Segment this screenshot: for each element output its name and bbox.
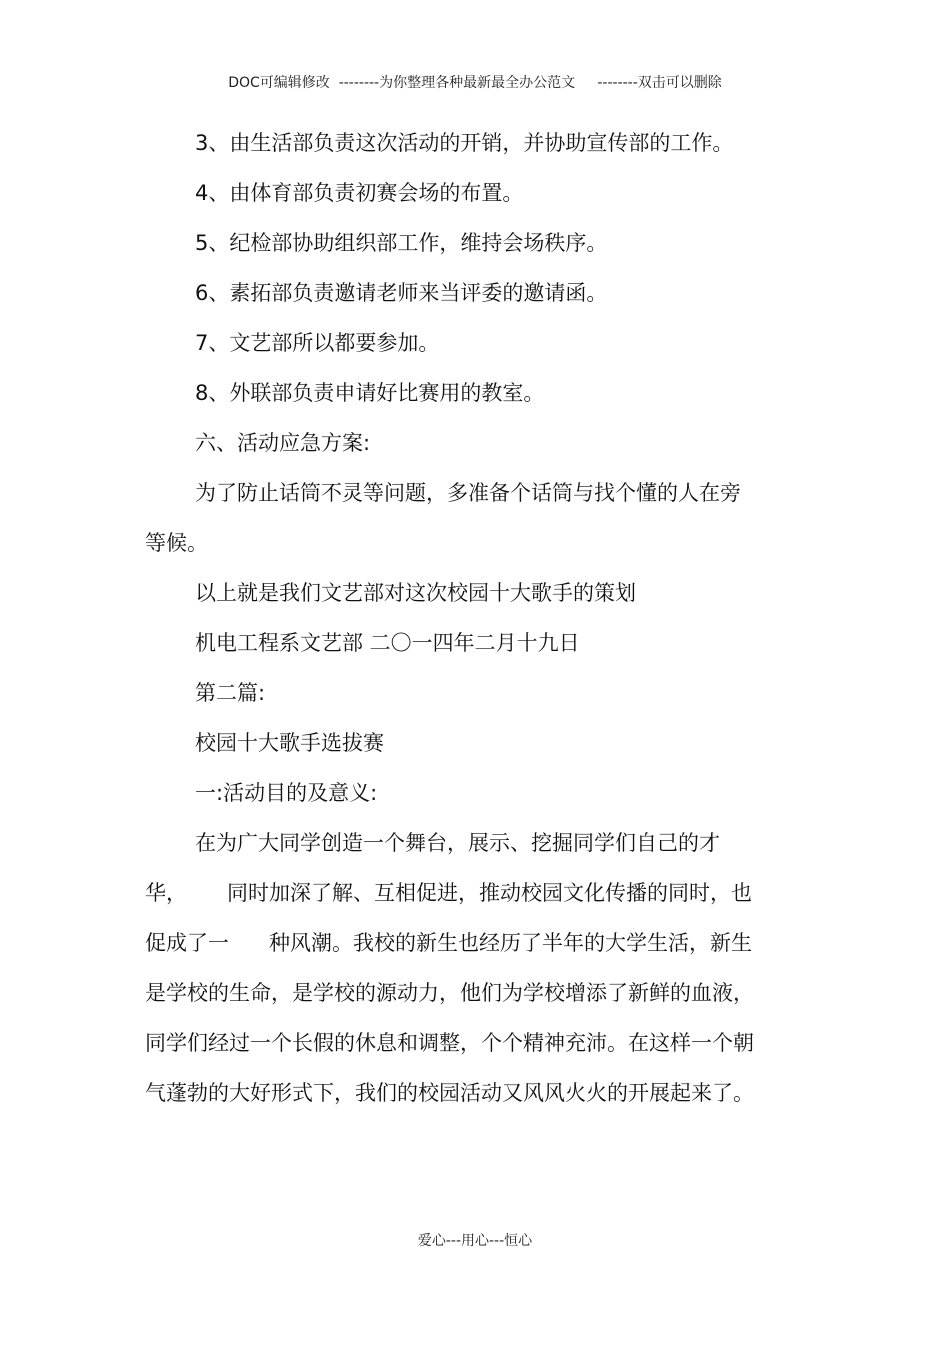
paragraph-item-7: 7、文艺部所以都要参加。 (195, 331, 440, 355)
page-header: DOC可编辑修改 --------为你整理各种最新最全办公范文 --------双击可以删除 (228, 75, 722, 91)
section-heading-purpose: 一:活动目的及意义: (195, 781, 378, 805)
document-title: 校园十大歌手选拔赛 (195, 731, 384, 755)
paragraph-emergency: 为了防止话筒不灵等问题，多准备个话筒与找个懂的人在旁等候。 (145, 481, 741, 555)
paragraph-item-6: 6、素拓部负责邀请老师来当评委的邀请函。 (195, 281, 608, 305)
document-body (145, 118, 755, 1118)
paragraph-item-4: 4、由体育部负责初赛会场的布置。 (195, 181, 524, 205)
paragraph-summary: 以上就是我们文艺部对这次校园十大歌手的策划 (195, 581, 636, 605)
paragraph-purpose: 在为广大同学创造一个舞台，展示、挖掘同学们自己的才华， 同时加深了解、互相促进，推动校园文化传播的同时，也促成了一 种风潮。我校的新生也经历了半年的大学生活，新生是学校的生命，是学校的源动力，他们为学校增添了新鲜的血液，同学们经过一个长假的休息和调整，个个精神充沛。在这样一个朝气蓬勃的大好形式下，我们的校园活动又风风火火的开展起来了。 (145, 831, 754, 1105)
signature-line: 机电工程系文艺部 二〇一四年二月十九日 (195, 631, 580, 655)
paragraph-item-5: 5、纪检部协助组织部工作，维持会场秩序。 (195, 231, 608, 255)
paragraph-item-8: 8、外联部负责申请好比赛用的教室。 (195, 381, 545, 405)
section-heading-emergency: 六、活动应急方案: (195, 431, 371, 455)
paragraph-item-3: 3、由生活部负责这次活动的开销，并协助宣传部的工作。 (195, 131, 734, 155)
section-heading-part-two: 第二篇: (195, 681, 266, 705)
page-footer: 爱心---用心---恒心 (417, 1233, 533, 1249)
